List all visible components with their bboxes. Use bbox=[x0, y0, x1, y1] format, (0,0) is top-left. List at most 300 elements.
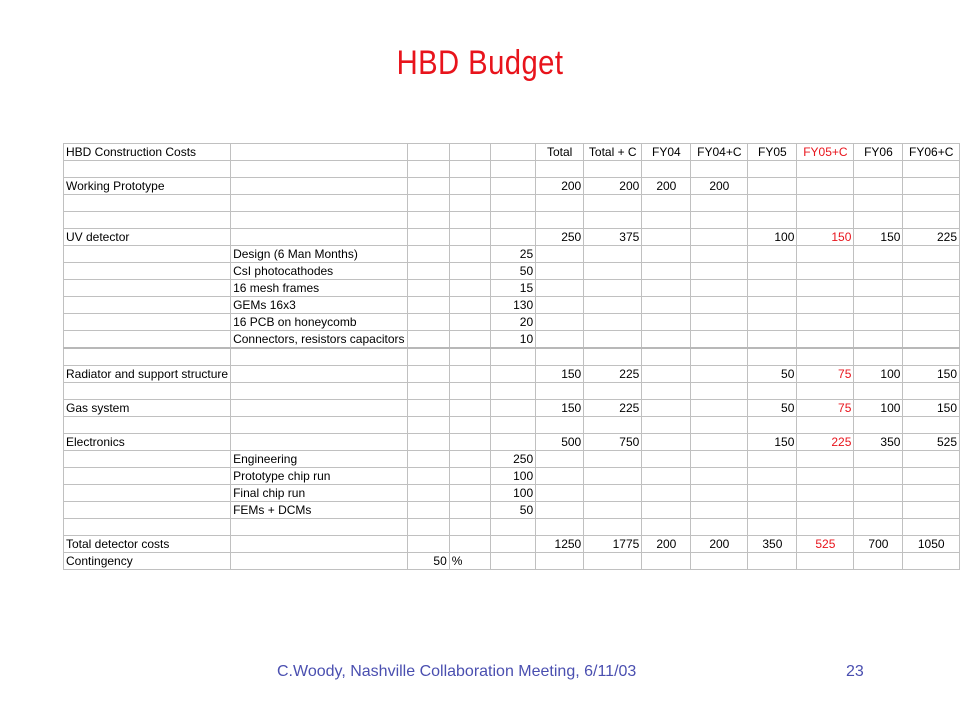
table-cell bbox=[903, 280, 960, 297]
table-cell bbox=[642, 229, 691, 246]
table-cell: 200 bbox=[642, 536, 691, 553]
table-cell: 100 bbox=[490, 485, 535, 502]
table-cell bbox=[903, 485, 960, 502]
table-cell bbox=[691, 280, 748, 297]
table-cell bbox=[64, 195, 231, 212]
table-cell bbox=[231, 366, 407, 383]
table-cell bbox=[903, 451, 960, 468]
table-cell: Connectors, resistors capacitors bbox=[231, 331, 407, 349]
table-cell bbox=[407, 178, 449, 195]
table-row bbox=[64, 314, 960, 331]
table-cell bbox=[490, 400, 535, 417]
table-cell bbox=[691, 400, 748, 417]
table-cell bbox=[854, 348, 903, 366]
table-cell bbox=[407, 161, 449, 178]
table-cell bbox=[584, 161, 642, 178]
table-cell bbox=[642, 331, 691, 349]
table-cell: Gas system bbox=[64, 400, 231, 417]
table-cell bbox=[490, 348, 535, 366]
table-cell bbox=[903, 348, 960, 366]
table-cell: 150 bbox=[903, 366, 960, 383]
header-cell: FY05+C bbox=[797, 144, 854, 161]
table-cell bbox=[584, 502, 642, 519]
table-cell bbox=[642, 383, 691, 400]
table-cell bbox=[407, 417, 449, 434]
table-cell bbox=[691, 366, 748, 383]
table-cell bbox=[748, 212, 797, 229]
header-cell bbox=[231, 144, 407, 161]
table-cell bbox=[691, 331, 748, 349]
table-cell: 1050 bbox=[903, 536, 960, 553]
table-row bbox=[64, 178, 960, 195]
table-row bbox=[64, 519, 960, 536]
table-cell bbox=[64, 263, 231, 280]
table-cell bbox=[748, 161, 797, 178]
table-cell bbox=[748, 195, 797, 212]
table-cell bbox=[449, 519, 490, 536]
table-cell bbox=[490, 366, 535, 383]
table-cell bbox=[642, 263, 691, 280]
table-row bbox=[64, 502, 960, 519]
table-cell bbox=[536, 314, 584, 331]
table-cell bbox=[536, 502, 584, 519]
table-cell bbox=[642, 468, 691, 485]
table-cell bbox=[797, 519, 854, 536]
table-cell: 100 bbox=[490, 468, 535, 485]
table-cell: 350 bbox=[854, 434, 903, 451]
table-cell bbox=[584, 280, 642, 297]
table-cell: 350 bbox=[748, 536, 797, 553]
table-cell: 20 bbox=[490, 314, 535, 331]
table-cell bbox=[584, 246, 642, 263]
table-cell bbox=[903, 314, 960, 331]
table-cell bbox=[407, 451, 449, 468]
table-cell bbox=[64, 246, 231, 263]
table-cell: 150 bbox=[797, 229, 854, 246]
table-cell: Contingency bbox=[64, 553, 231, 570]
table-cell bbox=[64, 502, 231, 519]
table-cell bbox=[642, 314, 691, 331]
table-cell bbox=[231, 161, 407, 178]
table-cell bbox=[231, 195, 407, 212]
table-cell bbox=[490, 536, 535, 553]
table-cell bbox=[748, 451, 797, 468]
table-cell bbox=[449, 263, 490, 280]
table-cell bbox=[449, 536, 490, 553]
table-cell bbox=[691, 383, 748, 400]
table-cell: 1775 bbox=[584, 536, 642, 553]
table-cell: 100 bbox=[854, 400, 903, 417]
table-cell bbox=[642, 434, 691, 451]
table-row bbox=[64, 229, 960, 246]
table-cell bbox=[903, 468, 960, 485]
table-cell bbox=[691, 417, 748, 434]
table-cell bbox=[903, 246, 960, 263]
table-cell: 75 bbox=[797, 366, 854, 383]
table-cell bbox=[584, 212, 642, 229]
table-row bbox=[64, 263, 960, 280]
table-cell bbox=[691, 451, 748, 468]
table-cell: % bbox=[449, 553, 490, 570]
table-cell: 225 bbox=[903, 229, 960, 246]
table-cell bbox=[64, 331, 231, 349]
footer-text: C.Woody, Nashville Collaboration Meeting, 6/11/03 bbox=[277, 663, 637, 680]
table-cell bbox=[407, 263, 449, 280]
table-cell bbox=[903, 263, 960, 280]
table-cell bbox=[407, 485, 449, 502]
table-cell: Electronics bbox=[64, 434, 231, 451]
table-cell bbox=[407, 212, 449, 229]
table-cell bbox=[407, 536, 449, 553]
table-cell bbox=[854, 161, 903, 178]
table-cell bbox=[449, 383, 490, 400]
table-cell: 225 bbox=[797, 434, 854, 451]
table-cell bbox=[691, 246, 748, 263]
table-cell bbox=[490, 519, 535, 536]
table-cell: 150 bbox=[536, 400, 584, 417]
table-cell bbox=[854, 485, 903, 502]
table-cell bbox=[642, 502, 691, 519]
table-cell bbox=[536, 212, 584, 229]
header-cell: FY06 bbox=[854, 144, 903, 161]
table-cell bbox=[64, 314, 231, 331]
budget-table bbox=[63, 143, 960, 570]
table-cell: 225 bbox=[584, 366, 642, 383]
table-cell bbox=[691, 519, 748, 536]
table-cell bbox=[748, 314, 797, 331]
table-cell: Working Prototype bbox=[64, 178, 231, 195]
table-cell bbox=[536, 468, 584, 485]
table-cell bbox=[64, 451, 231, 468]
table-cell bbox=[691, 502, 748, 519]
table-cell bbox=[584, 553, 642, 570]
table-cell bbox=[64, 485, 231, 502]
table-cell bbox=[490, 161, 535, 178]
table-cell bbox=[407, 468, 449, 485]
table-cell: CsI photocathodes bbox=[231, 263, 407, 280]
table-row bbox=[64, 485, 960, 502]
table-cell bbox=[691, 434, 748, 451]
table-cell bbox=[903, 331, 960, 349]
header-cell: Total + C bbox=[584, 144, 642, 161]
table-cell bbox=[797, 468, 854, 485]
table-cell: Radiator and support structure bbox=[64, 366, 231, 383]
table-cell bbox=[691, 314, 748, 331]
table-cell bbox=[797, 280, 854, 297]
table-cell bbox=[748, 348, 797, 366]
table-row bbox=[64, 400, 960, 417]
page-number: 23 bbox=[846, 663, 864, 680]
header-cell: Total bbox=[536, 144, 584, 161]
table-cell: 200 bbox=[584, 178, 642, 195]
table-cell bbox=[407, 502, 449, 519]
table-cell: 250 bbox=[490, 451, 535, 468]
table-cell: 500 bbox=[536, 434, 584, 451]
table-cell bbox=[536, 485, 584, 502]
table-row bbox=[64, 348, 960, 366]
table-cell bbox=[536, 519, 584, 536]
table-cell bbox=[449, 468, 490, 485]
table-cell bbox=[231, 383, 407, 400]
table-cell bbox=[903, 519, 960, 536]
table-cell bbox=[584, 195, 642, 212]
table-cell bbox=[64, 297, 231, 314]
table-cell: 225 bbox=[584, 400, 642, 417]
table-cell bbox=[642, 451, 691, 468]
table-cell bbox=[407, 331, 449, 349]
table-cell bbox=[797, 383, 854, 400]
table-cell bbox=[536, 331, 584, 349]
table-cell bbox=[748, 417, 797, 434]
table-cell bbox=[449, 502, 490, 519]
table-cell bbox=[691, 297, 748, 314]
table-cell bbox=[797, 161, 854, 178]
table-cell bbox=[854, 297, 903, 314]
table-cell bbox=[231, 417, 407, 434]
table-cell bbox=[854, 468, 903, 485]
table-row bbox=[64, 195, 960, 212]
table-cell bbox=[490, 178, 535, 195]
table-header-row bbox=[64, 144, 960, 161]
table-cell bbox=[854, 383, 903, 400]
table-cell bbox=[536, 451, 584, 468]
table-cell bbox=[748, 553, 797, 570]
header-cell: HBD Construction Costs bbox=[64, 144, 231, 161]
table-cell: 200 bbox=[536, 178, 584, 195]
table-cell bbox=[64, 383, 231, 400]
table-cell bbox=[691, 195, 748, 212]
table-cell: 150 bbox=[748, 434, 797, 451]
table-cell bbox=[748, 468, 797, 485]
table-cell bbox=[903, 178, 960, 195]
table-cell bbox=[231, 519, 407, 536]
table-cell bbox=[490, 417, 535, 434]
table-cell: 100 bbox=[748, 229, 797, 246]
table-cell bbox=[691, 468, 748, 485]
table-cell bbox=[407, 229, 449, 246]
table-cell bbox=[449, 246, 490, 263]
table-cell bbox=[797, 246, 854, 263]
table-cell: 525 bbox=[903, 434, 960, 451]
table-cell bbox=[691, 161, 748, 178]
table-cell: 750 bbox=[584, 434, 642, 451]
table-cell: 150 bbox=[854, 229, 903, 246]
table-cell bbox=[64, 212, 231, 229]
table-cell bbox=[490, 383, 535, 400]
table-cell bbox=[449, 212, 490, 229]
table-cell bbox=[854, 553, 903, 570]
table-cell: Prototype chip run bbox=[231, 468, 407, 485]
table-cell bbox=[490, 195, 535, 212]
table-cell bbox=[854, 178, 903, 195]
table-cell bbox=[231, 212, 407, 229]
table-cell bbox=[903, 502, 960, 519]
table-cell bbox=[490, 212, 535, 229]
table-cell bbox=[797, 502, 854, 519]
table-cell: 100 bbox=[854, 366, 903, 383]
table-cell: 10 bbox=[490, 331, 535, 349]
table-cell bbox=[797, 485, 854, 502]
table-cell bbox=[854, 519, 903, 536]
table-cell bbox=[584, 451, 642, 468]
table-cell bbox=[748, 485, 797, 502]
table-cell bbox=[407, 280, 449, 297]
table-cell bbox=[642, 553, 691, 570]
table-cell bbox=[449, 485, 490, 502]
header-cell: FY06+C bbox=[903, 144, 960, 161]
table-cell bbox=[691, 229, 748, 246]
table-cell: 200 bbox=[642, 178, 691, 195]
table-cell: 150 bbox=[903, 400, 960, 417]
table-cell: 130 bbox=[490, 297, 535, 314]
table-row bbox=[64, 417, 960, 434]
table-cell bbox=[797, 178, 854, 195]
table-cell bbox=[64, 417, 231, 434]
table-cell: 200 bbox=[691, 178, 748, 195]
table-cell bbox=[536, 417, 584, 434]
table-cell bbox=[449, 195, 490, 212]
table-cell bbox=[903, 297, 960, 314]
header-cell bbox=[407, 144, 449, 161]
table-cell bbox=[797, 263, 854, 280]
table-cell: 50 bbox=[748, 400, 797, 417]
table-cell bbox=[231, 229, 407, 246]
table-cell bbox=[449, 417, 490, 434]
table-cell bbox=[903, 417, 960, 434]
table-cell: 15 bbox=[490, 280, 535, 297]
table-cell bbox=[797, 417, 854, 434]
table-cell bbox=[407, 383, 449, 400]
table-cell: Engineering bbox=[231, 451, 407, 468]
table-row bbox=[64, 280, 960, 297]
table-row bbox=[64, 553, 960, 570]
table-cell bbox=[231, 536, 407, 553]
table-cell bbox=[536, 161, 584, 178]
table-cell: 50 bbox=[407, 553, 449, 570]
table-row bbox=[64, 434, 960, 451]
table-cell bbox=[748, 297, 797, 314]
header-cell: FY04 bbox=[642, 144, 691, 161]
table-cell: UV detector bbox=[64, 229, 231, 246]
table-cell bbox=[748, 178, 797, 195]
table-cell bbox=[536, 195, 584, 212]
table-cell bbox=[854, 451, 903, 468]
table-cell bbox=[797, 212, 854, 229]
table-cell bbox=[449, 400, 490, 417]
table-cell bbox=[490, 434, 535, 451]
table-cell bbox=[231, 434, 407, 451]
header-cell: FY04+C bbox=[691, 144, 748, 161]
table-cell bbox=[642, 297, 691, 314]
table-cell bbox=[449, 451, 490, 468]
table-cell: 75 bbox=[797, 400, 854, 417]
table-cell bbox=[407, 195, 449, 212]
table-cell bbox=[407, 297, 449, 314]
table-cell bbox=[797, 297, 854, 314]
table-cell bbox=[536, 297, 584, 314]
table-cell bbox=[854, 502, 903, 519]
table-cell bbox=[536, 246, 584, 263]
table-cell bbox=[407, 366, 449, 383]
table-cell: 250 bbox=[536, 229, 584, 246]
table-row bbox=[64, 212, 960, 229]
table-cell bbox=[64, 161, 231, 178]
table-cell bbox=[584, 348, 642, 366]
table-cell: 16 mesh frames bbox=[231, 280, 407, 297]
table-cell bbox=[584, 331, 642, 349]
table-cell bbox=[748, 280, 797, 297]
table-cell bbox=[903, 553, 960, 570]
table-cell bbox=[584, 417, 642, 434]
table-cell bbox=[642, 246, 691, 263]
table-cell bbox=[642, 485, 691, 502]
table-cell bbox=[642, 417, 691, 434]
table-cell bbox=[854, 417, 903, 434]
table-row bbox=[64, 468, 960, 485]
table-cell bbox=[797, 451, 854, 468]
table-cell bbox=[797, 553, 854, 570]
table-cell bbox=[231, 348, 407, 366]
table-cell bbox=[691, 553, 748, 570]
table-cell: 50 bbox=[748, 366, 797, 383]
table-row bbox=[64, 451, 960, 468]
table-cell bbox=[64, 468, 231, 485]
table-row bbox=[64, 536, 960, 553]
table-row bbox=[64, 161, 960, 178]
table-cell bbox=[407, 434, 449, 451]
table-cell bbox=[642, 348, 691, 366]
table-row bbox=[64, 383, 960, 400]
table-cell bbox=[642, 400, 691, 417]
table-cell bbox=[642, 212, 691, 229]
table-cell: Design (6 Man Months) bbox=[231, 246, 407, 263]
table-cell bbox=[854, 280, 903, 297]
table-cell bbox=[854, 195, 903, 212]
table-cell bbox=[642, 519, 691, 536]
table-cell bbox=[449, 331, 490, 349]
table-cell bbox=[903, 383, 960, 400]
table-cell: Final chip run bbox=[231, 485, 407, 502]
table-cell bbox=[748, 519, 797, 536]
table-cell bbox=[584, 485, 642, 502]
table-cell bbox=[64, 348, 231, 366]
table-cell bbox=[64, 519, 231, 536]
table-cell: 1250 bbox=[536, 536, 584, 553]
table-cell bbox=[449, 161, 490, 178]
table-cell bbox=[449, 297, 490, 314]
table-cell bbox=[748, 263, 797, 280]
table-cell bbox=[584, 263, 642, 280]
table-cell bbox=[854, 331, 903, 349]
table-cell bbox=[490, 229, 535, 246]
table-row bbox=[64, 366, 960, 383]
table-cell: 50 bbox=[490, 263, 535, 280]
table-row bbox=[64, 297, 960, 314]
table-cell bbox=[642, 280, 691, 297]
table-cell bbox=[536, 280, 584, 297]
table-cell bbox=[407, 314, 449, 331]
table-cell bbox=[584, 519, 642, 536]
table-cell bbox=[748, 246, 797, 263]
table-cell: 200 bbox=[691, 536, 748, 553]
table-cell bbox=[407, 519, 449, 536]
table-cell bbox=[584, 297, 642, 314]
table-cell: 700 bbox=[854, 536, 903, 553]
table-cell bbox=[748, 502, 797, 519]
table-cell bbox=[407, 400, 449, 417]
table-cell bbox=[854, 314, 903, 331]
table-cell bbox=[797, 195, 854, 212]
